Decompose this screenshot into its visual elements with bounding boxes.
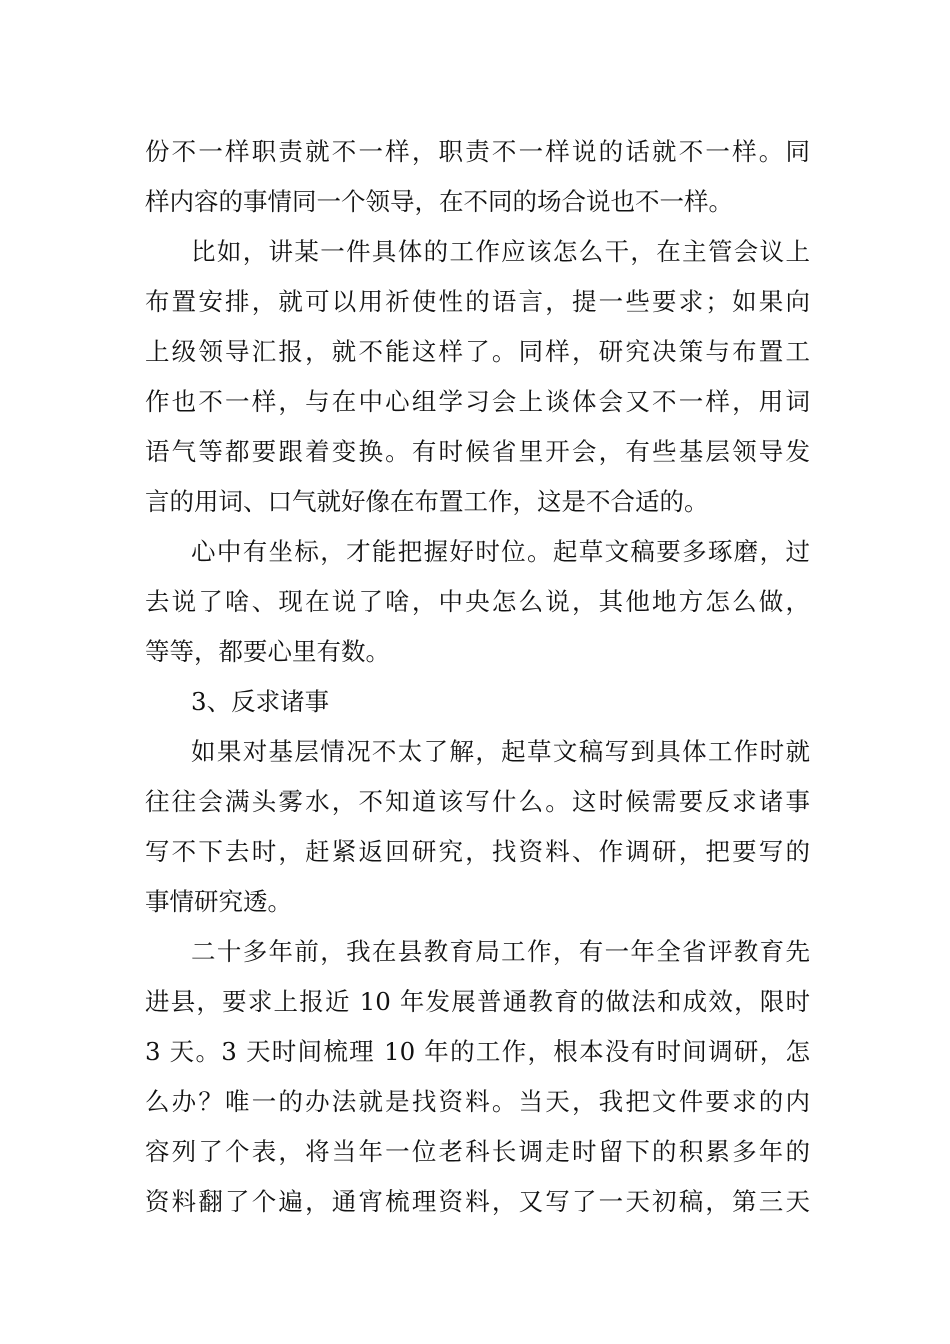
paragraph-line: 言的用词、口气就好像在布置工作，这是不合适的。 xyxy=(145,487,709,516)
paragraph-line: 么办？唯一的办法就是找资料。当天，我把文件要求的内 xyxy=(145,1087,810,1116)
paragraph-line: 等等，都要心里有数。 xyxy=(145,637,390,666)
paragraph-line: 二十多年前，我在县教育局工作，有一年全省评教育先 xyxy=(191,937,810,966)
paragraph-line: 布置安排，就可以用祈使性的语言，提一些要求；如果向 xyxy=(145,287,810,316)
paragraph-line: 比如，讲某一件具体的工作应该怎么干，在主管会议上 xyxy=(191,237,810,266)
document-body xyxy=(145,127,810,1227)
paragraph-line: 如果对基层情况不太了解，起草文稿写到具体工作时就 xyxy=(191,737,810,766)
paragraph-line: 进县，要求上报近 10 年发展普通教育的做法和成效，限时 xyxy=(145,987,810,1016)
paragraph-line: 事情研究透。 xyxy=(145,887,292,916)
paragraph-line: 心中有坐标，才能把握好时位。起草文稿要多琢磨，过 xyxy=(191,537,810,566)
paragraph-line: 语气等都要跟着变换。有时候省里开会，有些基层领导发 xyxy=(145,437,810,466)
paragraph-line: 3 天。3 天时间梳理 10 年的工作，根本没有时间调研，怎 xyxy=(145,1037,810,1066)
paragraph-line: 作也不一样，与在中心组学习会上谈体会又不一样，用词 xyxy=(145,387,810,416)
paragraph-line: 容列了个表，将当年一位老科长调走时留下的积累多年的 xyxy=(145,1137,810,1166)
paragraph-line: 资料翻了个遍，通宵梳理资料，又写了一天初稿，第三天 xyxy=(145,1187,810,1216)
paragraph-line: 往往会满头雾水，不知道该写什么。这时候需要反求诸事 xyxy=(145,787,810,816)
paragraph-line: 样内容的事情同一个领导，在不同的场合说也不一样。 xyxy=(145,187,733,216)
paragraph-line: 写不下去时，赶紧返回研究，找资料、作调研，把要写的 xyxy=(145,837,810,866)
paragraph-line: 去说了啥、现在说了啥，中央怎么说，其他地方怎么做， xyxy=(145,587,810,616)
paragraph-line: 上级领导汇报，就不能这样了。同样，研究决策与布置工 xyxy=(145,337,810,366)
section-heading: 3、反求诸事 xyxy=(191,687,330,716)
paragraph-line: 份不一样职责就不一样，职责不一样说的话就不一样。同 xyxy=(145,137,810,166)
